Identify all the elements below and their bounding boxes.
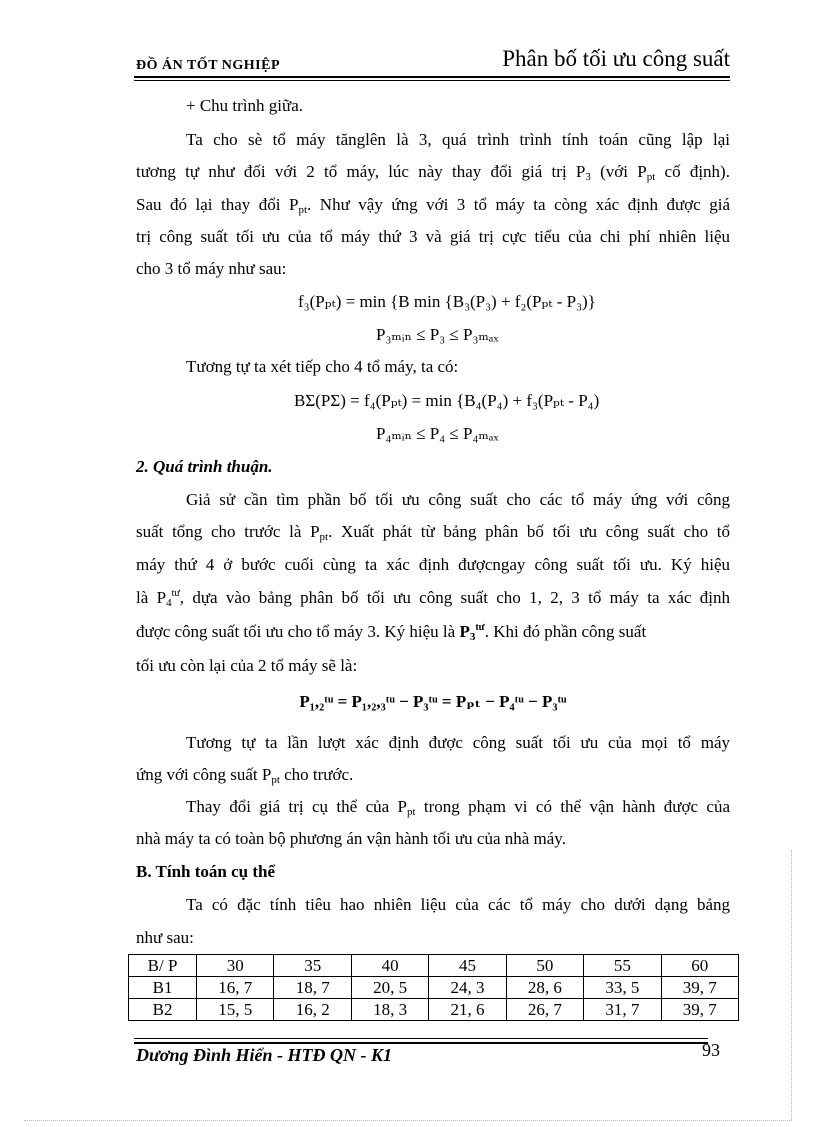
table-cell: 39, 7 (661, 977, 738, 999)
page-number: 93 (702, 1040, 720, 1060)
text-segment: suất tổng cho trước là P (136, 522, 320, 541)
text-line: Tương tự ta lần lượt xác định được công suất tối ưu của mọi tổ máy (186, 733, 730, 752)
section-heading-b: B. Tính toán cụ thể (136, 862, 276, 881)
subscript: pt (406, 806, 416, 818)
subscript: 4 (166, 597, 172, 609)
equation-f3: f₃(Pₚₜ) = min {B min {B₃(P₃) + f₂(Pₚₜ - P₃)} (298, 292, 596, 311)
text-line (186, 797, 730, 817)
text-line: cho 3 tổ máy như sau: (136, 259, 287, 278)
table-cell: 24, 3 (429, 977, 506, 999)
table-cell: 21, 6 (429, 999, 506, 1021)
text-segment: , dựa vào bảng phân bố tối ưu công suất cho 1, 2, 3 tổ máy ta xác định (179, 588, 730, 607)
table-header-row (129, 955, 739, 977)
table-cell: 16, 7 (197, 977, 274, 999)
text-line: như sau: (136, 928, 194, 947)
table-cell: 26, 7 (506, 999, 583, 1021)
table-row (129, 977, 739, 999)
text-segment: cố định). (655, 162, 730, 181)
header-rule-thin (134, 80, 730, 81)
equation-p4-range: P₄ₘᵢₙ ≤ P₄ ≤ P₄ₘₐₓ (376, 424, 499, 443)
subscript: pt (646, 171, 656, 183)
footer-rule-thin (134, 1038, 708, 1039)
table-cell: 28, 6 (506, 977, 583, 999)
text-segment: trong phạm vi có thể vận hành được của (415, 797, 730, 816)
header-rule (134, 76, 730, 78)
table-cell: 60 (661, 955, 738, 977)
table-cell: 39, 7 (661, 999, 738, 1021)
subscript: pt (271, 774, 280, 786)
text-line (136, 765, 353, 785)
text-segment: tương tự như đối với 2 tổ máy, lúc này thay đổi giá trị P (136, 162, 586, 181)
table-cell: 20, 5 (351, 977, 428, 999)
text-line: nhà máy ta có toàn bộ phương án vận hành tối ưu của nhà máy. (136, 829, 566, 848)
text-line (136, 162, 730, 182)
table-cell: 18, 3 (351, 999, 428, 1021)
equation-p12: P₁,₂ᵗᵘ = P₁,₂,₃ᵗᵘ − P₃ᵗᵘ = Pₚₜ − P₄ᵗᵘ − P₃ᵗᵘ (299, 692, 567, 711)
text-line (136, 195, 730, 215)
text-segment: được công suất tối ưu cho tổ máy 3. Ký hiệu là (136, 622, 460, 641)
equation-p3-range: P₃ₘᵢₙ ≤ P₃ ≤ P₃ₘₐₓ (376, 325, 499, 344)
table-cell: 31, 7 (584, 999, 661, 1021)
text-segment: Sau đó lại thay đổi P (136, 195, 299, 214)
text-line (136, 588, 730, 608)
text-line: Giả sử cần tìm phần bố tối ưu công suất cho các tổ máy ứng với công (186, 490, 730, 509)
table-cell: 45 (429, 955, 506, 977)
table-cell: B/ P (129, 955, 197, 977)
table-cell: 40 (351, 955, 428, 977)
table-cell: 55 (584, 955, 661, 977)
header-left: ĐỒ ÁN TỐT NGHIỆP (136, 58, 281, 73)
table-cell: B2 (129, 999, 197, 1021)
text-line: trị công suất tối ưu của tổ máy thứ 3 và giá trị cực tiểu của chi phí nhiên liệu (136, 227, 730, 246)
text-segment: cho trước. (279, 765, 354, 784)
page-edge-dotted (24, 1120, 792, 1121)
table-cell: 15, 5 (197, 999, 274, 1021)
text-segment: Thay đổi giá trị cụ thể của P (186, 797, 407, 816)
table-cell: 18, 7 (274, 977, 351, 999)
header-right: Phân bố tối ưu công suất (502, 46, 730, 71)
table-row (129, 999, 739, 1021)
page-edge-dotted-vertical (791, 850, 792, 1120)
table-cell: 30 (197, 955, 274, 977)
text-line: Tương tự ta xét tiếp cho 4 tổ máy, ta có: (186, 357, 459, 376)
text-segment: ứng với công suất P (136, 765, 272, 784)
text-segment: (với P (590, 162, 647, 181)
text-segment: là P (136, 588, 167, 607)
text-line (136, 622, 646, 642)
fuel-consumption-table (128, 954, 739, 1021)
table-cell: 35 (274, 955, 351, 977)
superscript: tư (171, 588, 180, 599)
subscript: pt (319, 531, 329, 543)
text-line: tối ưu còn lại của 2 tổ máy sẽ là: (136, 656, 358, 675)
text-line: máy thứ 4 ở bước cuối cùng ta xác định đượcngay công suất tối ưu. Ký hiệu (136, 555, 730, 574)
text-line (136, 522, 730, 542)
subscript: pt (298, 204, 308, 216)
footer-author: Dương Đình Hiển - HTĐ QN - K1 (136, 1045, 392, 1065)
text-line: Ta có đặc tính tiêu hao nhiên liệu của các tổ máy cho dưới dạng bảng (186, 895, 730, 914)
table-cell: 16, 2 (274, 999, 351, 1021)
text-line: + Chu trình giữa. (186, 96, 304, 115)
table-cell: 33, 5 (584, 977, 661, 999)
text-segment: . Xuất phát từ bảng phân bố tối ưu công suất cho tổ (328, 522, 730, 541)
table-cell: B1 (129, 977, 197, 999)
symbol-p3: $P_3^{tư}$ (459, 622, 485, 643)
section-heading: 2. Quá trình thuận. (136, 457, 273, 476)
table-cell: 50 (506, 955, 583, 977)
footer-rule (134, 1042, 708, 1044)
text-line: Ta cho sè tổ máy tănglên là 3, quá trình trình tính toán cũng lập lại (186, 130, 730, 149)
equation-f4: BΣ(PΣ) = f₄(Pₚₜ) = min {B₄(P₄) + f₃(Pₚₜ - P₄) (294, 391, 600, 410)
text-segment: . Như vậy ứng với 3 tổ máy ta còng xác định được giá (307, 195, 730, 214)
text-segment: . Khi đó phần công suất (484, 622, 647, 641)
subscript: 3 (585, 171, 591, 183)
